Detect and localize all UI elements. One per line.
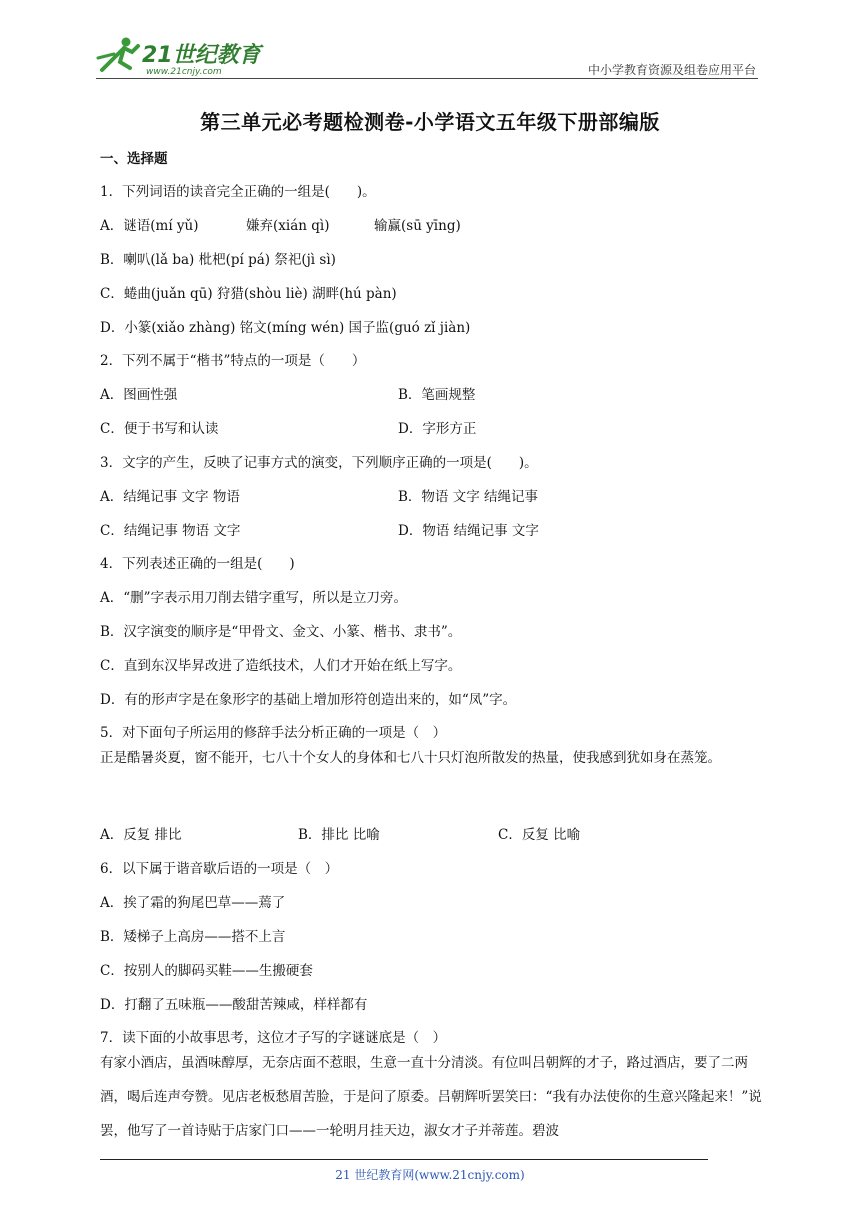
question-2-stem: 2．下列不属于“楷书”特点的一项是（ ）	[100, 353, 366, 369]
q5-option-b: B．排比 比喻	[298, 827, 380, 843]
footer-divider	[100, 1159, 708, 1160]
q6-option-c: C．按别人的脚码买鞋——生搬硬套	[100, 963, 313, 979]
q4-option-b: B．汉字演变的顺序是“甲骨文、金文、小篆、楷书、隶书”。	[100, 624, 462, 640]
q1-option-a-2: 嫌弃(xián qì)	[246, 218, 330, 234]
question-6-stem: 6．以下属于谐音歇后语的一项是（ ）	[100, 861, 339, 877]
q6-option-b: B．矮梯子上高房——搭不上言	[100, 929, 286, 945]
q3-option-a: A．结绳记事 文字 物语	[100, 489, 240, 505]
q6-option-d: D．打翻了五味瓶——酸甜苦辣咸，样样都有	[100, 997, 368, 1013]
q1-option-c: C．蜷曲(juǎn qū) 狩猎(shòu liè) 湖畔(hú pàn)	[100, 286, 397, 302]
question-1-stem: 1．下列词语的读音完全正确的一组是( )。	[100, 184, 376, 200]
question-4-stem: 4．下列表述正确的一组是( )	[100, 556, 295, 572]
q4-option-a: A．“删”字表示用刀削去错字重写，所以是立刀旁。	[100, 590, 408, 606]
section-heading: 一、选择题	[100, 151, 168, 167]
q5-option-a: A．反复 排比	[100, 827, 182, 843]
svg-text:21世纪教育: 21世纪教育	[142, 43, 261, 68]
q1-option-d: D．小篆(xiǎo zhàng) 铭文(míng wén) 国子监(guó zǐ jiàn)	[100, 320, 471, 336]
q3-option-b: B．物语 文字 结绳记事	[398, 489, 539, 505]
page-header	[0, 0, 860, 80]
header-divider	[96, 78, 758, 79]
q2-option-c: C．便于书写和认读	[100, 421, 219, 437]
q1-option-a-1: A．谜语(mí yǔ)	[100, 218, 199, 234]
question-3-stem: 3．文字的产生，反映了记事方式的演变，下列顺序正确的一项是( )。	[100, 455, 538, 471]
logo-21cnjy	[96, 34, 266, 78]
q1-option-a-3: 输赢(sū yīng)	[374, 218, 461, 234]
q4-option-d: D．有的形声字是在象形字的基础上增加形符创造出来的，如“凤”字。	[100, 692, 517, 708]
footer-text: 21 世纪教育网(www.21cnjy.com)	[335, 1168, 525, 1182]
q5-passage: 正是酷暑炎夏，窗不能开，七八十个女人的身体和七八十只灯泡所散发的热量，使我感到犹如身在蒸笼。	[100, 750, 721, 766]
svg-text:www.21cnjy.com: www.21cnjy.com	[146, 67, 222, 77]
platform-name: 中小学教育资源及组卷应用平台	[587, 63, 756, 77]
question-5-stem: 5．对下面句子所运用的修辞手法分析正确的一项是（ ）	[100, 725, 447, 741]
q2-option-b: B．笔画规整	[398, 387, 476, 403]
runner-icon	[98, 38, 138, 71]
q3-option-d: D．物语 结绳记事 文字	[398, 523, 539, 539]
q4-option-c: C．直到东汉毕昇改进了造纸技术，人们才开始在纸上写字。	[100, 658, 462, 674]
q1-option-b: B．喇叭(lǎ ba) 枇杷(pí pá) 祭祀(jì sì)	[100, 252, 336, 268]
q3-option-c: C．结绳记事 物语 文字	[100, 523, 241, 539]
q7-passage: 有家小酒店，虽酒味醇厚，无奈店面不惹眼，生意一直十分清淡。有位叫吕朝辉的才子，路过酒店，要了二两酒，喝后连声夸赞。见店老板愁眉苦脸，于是问了原委。吕朝辉听罢笑曰：“我有办法使你的生意兴隆起来！”说罢，他写了一首诗贴于店家门口——一轮明月挂天边，淑女才子并蒂莲。碧波	[100, 1055, 762, 1139]
q2-option-a: A．图画性强	[100, 387, 178, 403]
question-7-stem: 7．读下面的小故事思考，这位才子写的字谜谜底是（ ）	[100, 1030, 447, 1046]
page-title: 第三单元必考题检测卷-小学语文五年级下册部编版	[200, 110, 660, 134]
q2-option-d: D．字形方正	[398, 421, 477, 437]
q6-option-a: A．挨了霜的狗尾巴草——蔫了	[100, 895, 286, 911]
q5-option-c: C．反复 比喻	[498, 827, 581, 843]
